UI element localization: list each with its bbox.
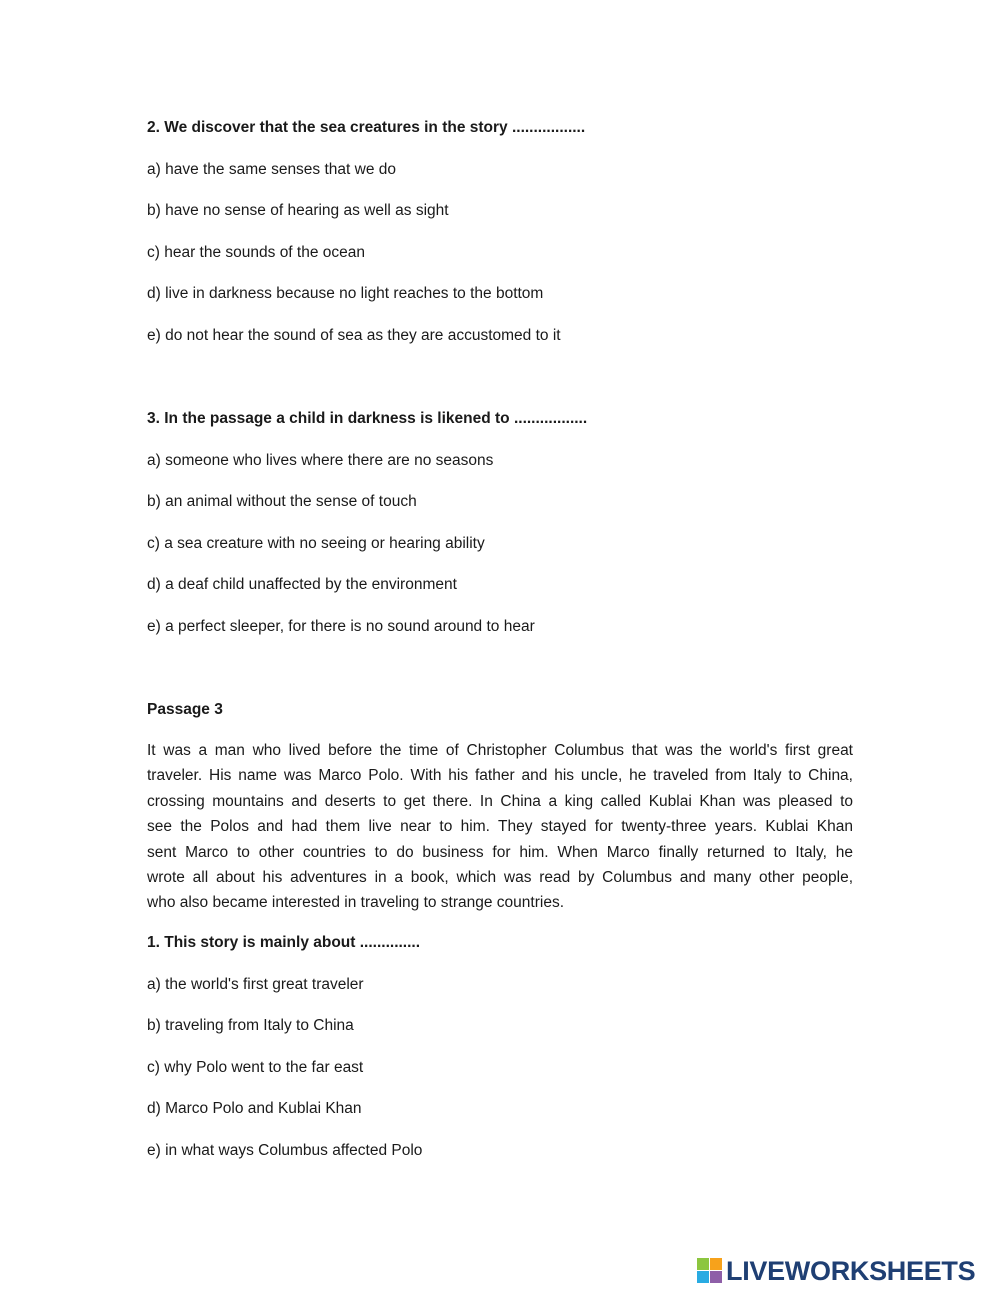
passage-line: crossing mountains and deserts to get there. In China a king called Kublai Khan was pleased to (147, 792, 853, 810)
p3q1-option-d: d) Marco Polo and Kublai Khan (147, 1100, 362, 1117)
q2-option-b: b) have no sense of hearing as well as sight (147, 202, 449, 219)
question-3: 3. In the passage a child in darkness is likened to ................. (147, 410, 588, 427)
logo-tile-4 (710, 1271, 722, 1283)
logo-text: LIVEWORKSHEETS (726, 1256, 976, 1286)
logo-tile-3 (697, 1271, 709, 1283)
q2-option-e: e) do not hear the sound of sea as they are accustomed to it (147, 327, 561, 344)
passage-line: It was a man who lived before the time of Christopher Columbus that was the world's first great (147, 742, 853, 759)
logo-mark-icon (697, 1258, 723, 1284)
q2-option-c: c) hear the sounds of the ocean (147, 244, 366, 261)
q3-option-d: d) a deaf child unaffected by the environment (147, 576, 457, 593)
passage-line: wrote all about his adventures in a book, which was read by Columbus and many other people, (147, 869, 853, 887)
passage-line: see the Polos and had them live near to him. They stayed for twenty-three years. Kublai Khan (147, 818, 853, 836)
passage-line: sent Marco to other countries to do business for him. When Marco finally returned to Italy, he (147, 843, 853, 861)
q2-option-d: d) live in darkness because no light reaches to the bottom (147, 285, 544, 302)
q3-option-a: a) someone who lives where there are no seasons (147, 452, 494, 469)
passage-3-heading: Passage 3 (147, 701, 223, 718)
logo-tile-2 (710, 1258, 722, 1270)
p3q1-option-e: e) in what ways Columbus affected Polo (147, 1142, 423, 1159)
q2-option-a: a) have the same senses that we do (147, 161, 397, 178)
passage-3-question-1: 1. This story is mainly about .............. (147, 934, 421, 951)
passage-line: traveler. His name was Marco Polo. With his father and his uncle, he traveled from Italy to China, (147, 767, 853, 785)
liveworksheets-logo (697, 1256, 975, 1286)
question-2: 2. We discover that the sea creatures in the story ................. (147, 119, 586, 136)
p3q1-option-c: c) why Polo went to the far east (147, 1059, 364, 1076)
p3q1-option-b: b) traveling from Italy to China (147, 1017, 354, 1034)
passage-3-text (147, 738, 853, 916)
q3-option-c: c) a sea creature with no seeing or hearing ability (147, 535, 485, 552)
q3-option-b: b) an animal without the sense of touch (147, 493, 417, 510)
p3q1-option-a: a) the world's first great traveler (147, 976, 364, 993)
q3-option-e: e) a perfect sleeper, for there is no sound around to hear (147, 618, 535, 635)
passage-line: who also became interested in traveling to strange countries. (147, 894, 565, 912)
logo-tile-1 (697, 1258, 709, 1270)
